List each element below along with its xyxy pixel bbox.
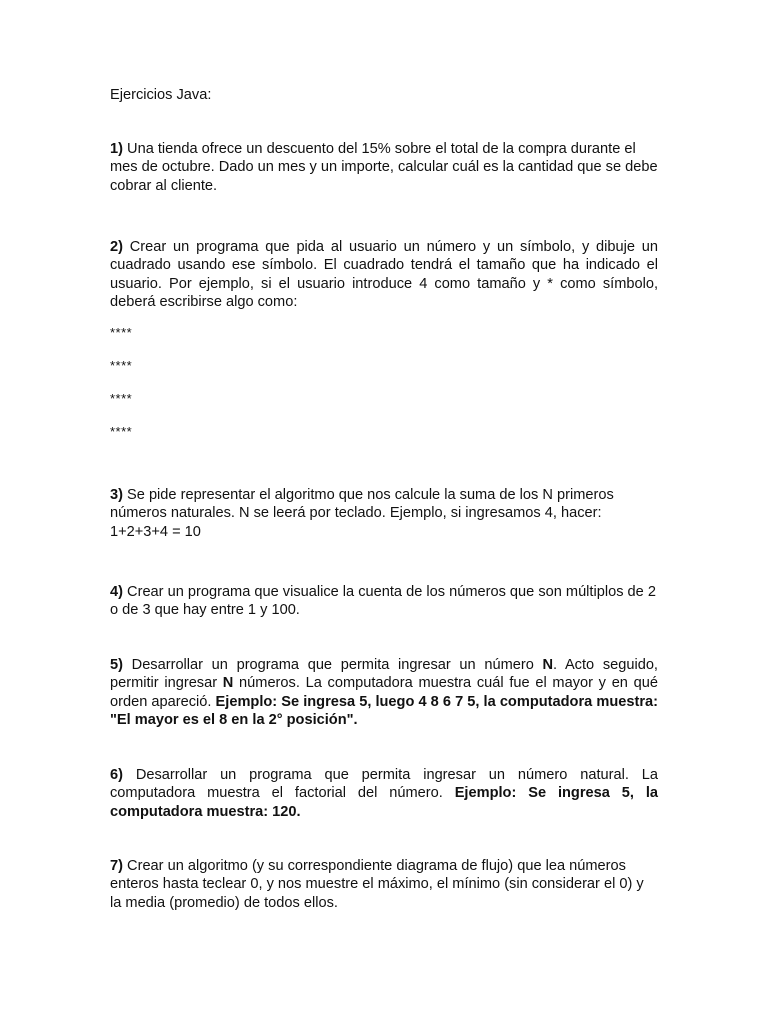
document-title: Ejercicios Java: (110, 87, 212, 103)
variable-n: N (542, 657, 554, 673)
exercise-example: Ejemplo: Se ingresa 5, la computadora muestra: 120. (110, 785, 658, 820)
exercise-1 (110, 140, 658, 195)
exercise-text: . Acto seguido, permitir ingresar (110, 657, 658, 692)
square-row: **** (110, 358, 133, 373)
exercise-number: 1) (110, 141, 123, 157)
exercise-text: Se pide representar el algoritmo que nos calcule la suma de los N primeros números naturales. N se leerá por teclado. Ejemplo, si ingresamos 4, hacer: 1+2+3+4 = 10 (110, 487, 614, 540)
square-row: **** (110, 325, 133, 340)
exercise-text: Crear un programa que visualice la cuenta de los números que son múltiplos de 2 o de 3 que hay entre 1 y 100. (110, 584, 656, 619)
exercise-text: Desarrollar un programa que permita ingresar un número natural. La computadora muestra el factorial del número. (110, 767, 658, 802)
exercise-example: Ejemplo: Se ingresa 5, luego 4 8 6 7 5, la computadora muestra: "El mayor es el 8 en la 2° posición". (110, 693, 658, 728)
variable-n: N (222, 675, 234, 692)
exercise-number: 7) (110, 858, 123, 874)
exercise-number: 3) (110, 487, 123, 503)
exercise-text: Crear un algoritmo (y su correspondiente diagrama de flujo) que lea números enteros hasta teclear 0, y nos muestre el máximo, el mínimo (sin considerar el 0) y la media (promedio) de todos ellos. (110, 858, 644, 911)
exercise-number: 6) (110, 767, 123, 783)
exercise-number: 4) (110, 584, 123, 600)
exercise-number: 2) (110, 239, 123, 255)
exercise-text: números. La computadora muestra cuál fue el mayor y en qué orden apareció. (110, 675, 658, 710)
exercise-2 (110, 238, 658, 311)
exercise-6 (110, 766, 658, 821)
square-row: **** (110, 424, 133, 439)
exercise-text: Crear un programa que pida al usuario un número y un símbolo, y dibuje un cuadrado usando ese símbolo. El cuadrado tendrá el tamaño que ha indicado el usuario. Por ejemplo, si el usuario introduce 4 como tamaño y * como símbolo, deberá escribirse algo como: (110, 239, 658, 310)
exercise-text: Desarrollar un programa que permita ingresar un número (122, 657, 543, 673)
exercise-text: Una tienda ofrece un descuento del 15% sobre el total de la compra durante el mes de octubre. Dado un mes y un importe, calcular cuál es la cantidad que se debe cobrar al cliente. (110, 141, 658, 194)
exercise-3 (110, 486, 658, 541)
exercise-5 (110, 656, 658, 729)
exercise-number: 5) (110, 657, 123, 673)
exercise-7 (110, 857, 658, 912)
square-row: **** (110, 391, 133, 406)
exercise-4 (110, 583, 658, 620)
